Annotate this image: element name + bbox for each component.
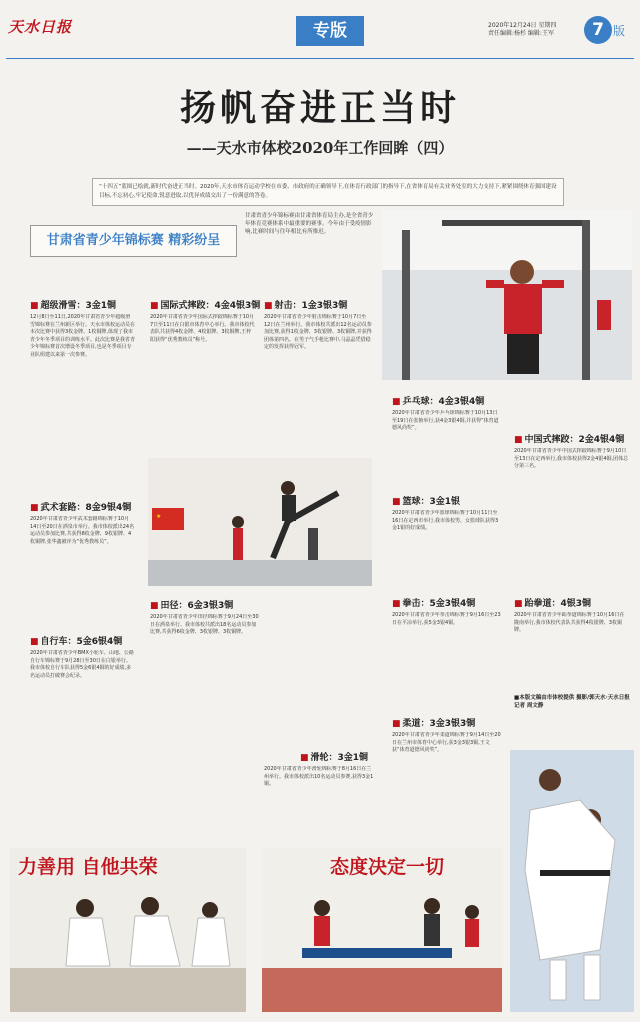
section-title: ■ 拳击：5金3银4铜 [392,596,475,609]
judo-photo [510,750,634,1012]
section-title: ■ 田径：6金3银3铜 [150,598,233,611]
section-title: ■ 自行车：5金6银4铜 [30,634,122,647]
section-text: 2020年甘肃省青少年篮球锦标赛于10月11日至16日在定西市举行,我市体校男、女篮球队获得3金1银的好成绩。 [392,510,499,531]
section-text: 2020年甘肃省青少年乒乓球锦标赛于10月13日至19日在张掖举行,获4金3银4铜,并获得“体育道德风尚奖”。 [392,410,499,431]
page-suffix: 版 [613,24,626,38]
kick-photo [148,458,372,586]
section-title: ■ 乒乓球：4金3银4铜 [392,394,484,407]
slogan-left: 力善用 自他共荣 [18,856,158,878]
section-text: 2020年甘肃省青少年武术套路锦标赛于10月14日至20日在酒泉市举行。我市体校派出24名运动员参加比赛,共获得8枚金牌、9枚银牌、4枚铜牌,张华鑫被评为“优秀教练员”。 [30,516,135,545]
section-title: ■ 超级滑雪：3金1铜 [30,298,116,311]
paper-name: 天水日报 [8,18,73,36]
section-text: 12月8日至11日,2020年甘肃省青少年超级滑雪锦标赛在兰州新区举行。天水市体校运动员在本次比赛中获得3枚金牌、1枚铜牌,体现了我市青少年冬季项目的训练水平。此次比赛是我省青少年锦标赛首次增设冬季项目,也是冬季项目专业队组建以来第一次参赛。 [30,314,135,358]
section-title: ■ 射击：1金3银3铜 [264,298,347,311]
section-title: ■ 武术套路：8金9银4铜 [30,500,131,513]
section-text: 2020年甘肃省青少年拳击锦标赛于9月16日至23日在平凉举行,获5金3银4铜。 [392,612,501,626]
issue-meta [488,22,556,38]
section-text: 2020年甘肃省青少年国际式摔跤锦标赛于10月7日至11日在白银市体育中心举行。我市体校代表队共获得4枚金牌、4枚银牌、3枚铜牌,王梓阳获得“优秀教练员”称号。 [150,314,255,343]
section-title: ■ 篮球：3金1银 [392,494,460,507]
box-title-text: 甘肃省青少年锦标赛 精彩纷呈 [46,233,221,248]
section-text: 2020年甘肃省青少年滑轮锦标赛于8月16日在兰州举行。我市体校派出10名运动员参赛,获得3金1铜。 [264,766,374,787]
gym-illustration [382,210,632,380]
section-title: ■ 柔道：3金3银3铜 [392,716,475,729]
section-text: 2020年甘肃省青少年柔道锦标赛于9月14日至20日在兰州市体育中心举行,获3金3银3铜,王文获“体育道德风尚奖”。 [392,732,501,753]
photo-credit: ■本版文稿由市体校提供 摄影/郭天水·天水日报记者 周文静 [514,695,630,709]
section-text: 2020年甘肃省青少年BMX小轮车、山地、公路自行车锦标赛于9月28日至30日在白银举行。我市体校自行车队获得5金6银4铜的好成绩,多名运动员打破赛会纪录。 [30,650,134,679]
svg-text:★: ★ [156,513,162,520]
judo-illustration [510,750,634,1012]
masthead [0,0,640,60]
box-title [30,225,237,257]
page-subtitle: ——天水市体校2020年工作回眸（四） [186,139,454,157]
page-number: 7 [584,16,612,44]
section-title: ■ 国际式摔跤：4金4银3铜 [150,298,260,311]
intro-box: “十四五”蓝图已绘就,新时代奋进正当时。2020年,天水市体育运动学校在市委、市政府的正确领导下,在体育行政部门的指导下,在省体育局有关业务处室的大力支持下,紧紧围绕体育强国建设目标,不忘初心,牢记使命,锐意进取,以优异成绩交出了一份满意的答卷。 [92,178,564,206]
section-title: ■ 中国式摔跤：2金4银4铜 [514,432,624,445]
page-title: 扬帆奋进正当时 [179,87,460,129]
section-title: ■ 滑轮：3金1铜 [300,750,368,763]
editors-line: 责任编辑:杨杉 编辑:王军 [488,30,554,37]
section-title: ■ 跆拳道：4银3铜 [514,596,591,609]
section-label: 专版 [296,16,364,46]
date-line: 2020年12月24日 星期四 [488,22,557,29]
section-text: 2020年甘肃省青少年中国式摔跤锦标赛于9月10日至13日在定西举行,我市体校获得2金4银4铜,团体总分第三名。 [514,448,629,469]
gym-photo [382,210,632,380]
slogan-right: 态度决定一切 [330,856,445,878]
kick-illustration [148,458,372,586]
section-text: 2020年甘肃省青少年田径锦标赛于9月24日至30日在酒泉举行。我市体校共派出18名运动员参加比赛,共获得6枚金牌、3枚银牌、3枚铜牌。 [150,614,259,635]
lead-paragraph: 甘肃省青少年锦标赛由甘肃省体育局主办,是全省青少年体育竞赛体系中最重要的赛事。今年由于受疫情影响,比赛时间与往年相比有所推迟。 [245,213,374,235]
section-text: 2020年甘肃省青少年跆拳道锦标赛于10月16日在陇南举行,我市体校代表队共获得4枚银牌、3枚铜牌。 [514,612,625,633]
section-text: 2020年甘肃省青少年射击锦标赛于10月7日至12日在兰州举行。我市体校共派出12名运动员参加比赛,获得1枚金牌、3枚银牌、3枚铜牌,并获得团体第四名。在男子气手枪比赛中,马晶晶凭借稳定的发挥获得冠军。 [264,314,372,350]
masthead-rule [6,58,634,59]
